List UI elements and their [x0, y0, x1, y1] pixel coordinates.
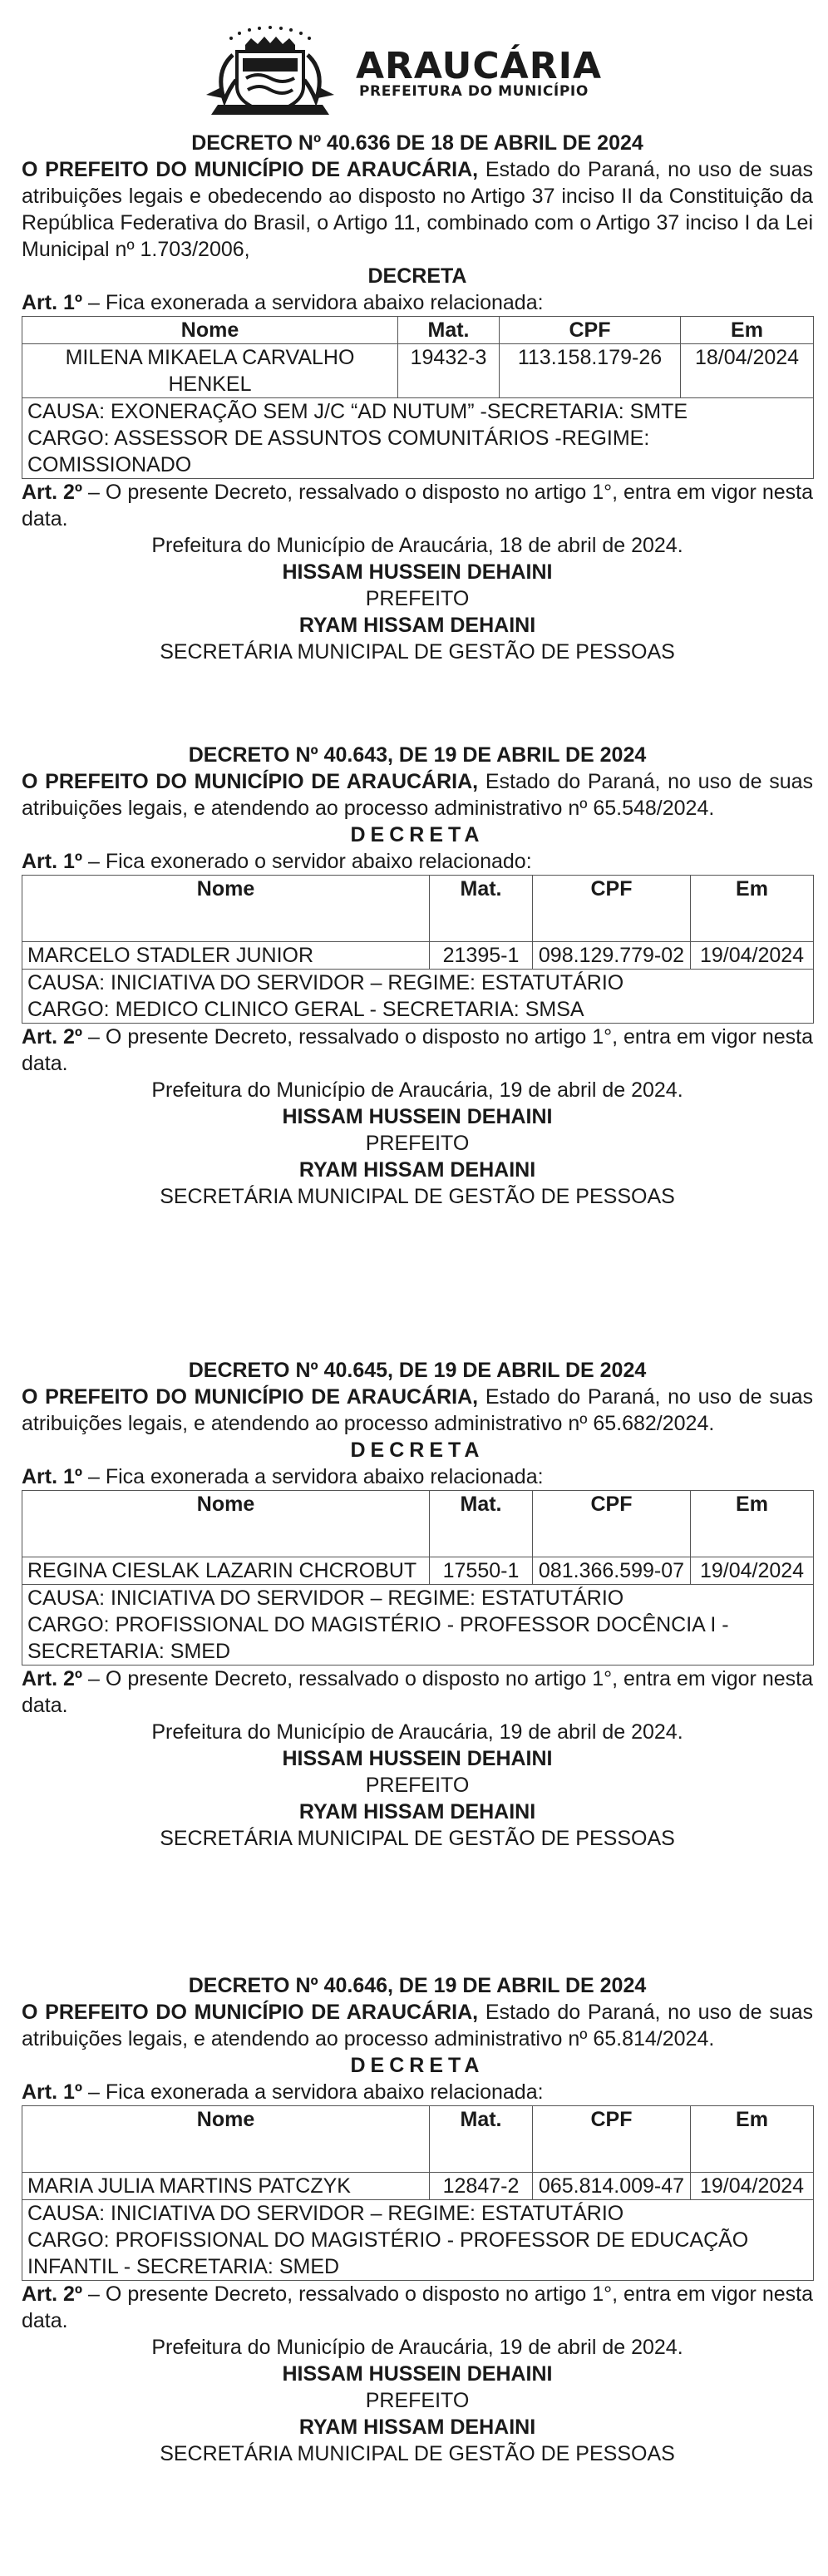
col-header-cpf: CPF	[533, 2106, 691, 2173]
col-header-nome: Nome	[22, 876, 430, 942]
article-1-label: Art. 1º	[22, 1465, 83, 1488]
employee-table	[22, 2105, 814, 2281]
cargo-line: CARGO: PROFISSIONAL DO MAGISTÉRIO - PROFESSOR DOCÊNCIA I - SECRETARIA: SMED	[27, 1613, 729, 1663]
decree-preamble	[22, 1384, 813, 1437]
article-1-label: Art. 1º	[22, 2080, 83, 2104]
signer-name: HISSAM HUSSEIN DEHAINI	[282, 1105, 553, 1128]
article-1	[22, 848, 813, 875]
brand-name: ARAUCÁRIA	[356, 45, 603, 87]
decree-title: DECRETO Nº 40.643, DE 19 DE ABRIL DE 2024	[188, 743, 647, 767]
cell-nome: MILENA MIKAELA CARVALHO HENKEL	[22, 344, 398, 398]
signature-block	[22, 532, 813, 665]
preamble-authority: O PREFEITO DO MUNICÍPIO DE ARAUCÁRIA,	[22, 158, 479, 181]
col-header-em: Em	[691, 2106, 814, 2173]
signer-name: HISSAM HUSSEIN DEHAINI	[282, 1747, 553, 1770]
cosigner-role: SECRETÁRIA MUNICIPAL DE GESTÃO DE PESSOAS	[160, 640, 675, 664]
decree-preamble	[22, 768, 813, 822]
col-header-cpf: CPF	[533, 876, 691, 942]
table-header-row	[22, 876, 814, 942]
signature-block	[22, 1077, 813, 1210]
article-1-text: – Fica exonerada a servidora abaixo relacionada:	[82, 291, 544, 314]
col-header-em: Em	[681, 317, 814, 344]
coat-of-arms-icon	[200, 22, 341, 121]
article-2-text: – O presente Decreto, ressalvado o disposto no artigo 1°, entra em vigor nesta data.	[22, 1025, 813, 1075]
cell-mat: 17550-1	[430, 1557, 533, 1585]
signer-name: HISSAM HUSSEIN DEHAINI	[282, 560, 553, 584]
decree	[22, 130, 813, 665]
employee-table	[22, 875, 814, 1024]
cargo-line: CARGO: ASSESSOR DE ASSUNTOS COMUNITÁRIOS -REGIME: COMISSIONADO	[27, 427, 650, 476]
preamble-text: Estado do Paraná, no uso de suas atribuições legais, e atendendo ao processo administrativo nº 65.548/2024.	[22, 770, 813, 820]
signer-role: PREFEITO	[365, 587, 470, 610]
cell-mat: 12847-2	[430, 2173, 533, 2200]
decree-preamble	[22, 156, 813, 263]
place-date: Prefeitura do Município de Araucária, 19 de abril de 2024.	[151, 1078, 683, 1102]
table-header-row	[22, 2106, 814, 2173]
cell-em: 19/04/2024	[691, 2173, 814, 2200]
cause-line: CAUSA: INICIATIVA DO SERVIDOR – REGIME: ESTATUTÁRIO	[27, 971, 624, 994]
cause-line: CAUSA: INICIATIVA DO SERVIDOR – REGIME: ESTATUTÁRIO	[27, 1587, 624, 1610]
signature-block	[22, 1719, 813, 1852]
article-1	[22, 289, 813, 316]
preamble-authority: O PREFEITO DO MUNICÍPIO DE ARAUCÁRIA,	[22, 1385, 479, 1409]
col-header-mat: Mat.	[430, 1491, 533, 1557]
col-header-em: Em	[691, 876, 814, 942]
decreta-heading: DECRETA	[350, 1439, 485, 1462]
article-2-label: Art. 2º	[22, 2282, 83, 2306]
signer-role: PREFEITO	[365, 2389, 470, 2412]
cause-row	[22, 398, 814, 479]
cause-row	[22, 2200, 814, 2281]
article-2-text: – O presente Decreto, ressalvado o disposto no artigo 1°, entra em vigor nesta data.	[22, 2282, 813, 2332]
signer-role: PREFEITO	[365, 1132, 470, 1155]
article-1-text: – Fica exonerado o servidor abaixo relacionado:	[82, 850, 532, 873]
article-1-label: Art. 1º	[22, 850, 83, 873]
cause-cell	[22, 2200, 814, 2281]
decree	[22, 742, 813, 1210]
col-header-mat: Mat.	[430, 2106, 533, 2173]
table-row	[22, 942, 814, 970]
cell-cpf: 098.129.779-02	[533, 942, 691, 970]
col-header-mat: Mat.	[430, 876, 533, 942]
article-2	[22, 479, 813, 532]
decree	[22, 1972, 813, 2467]
employee-table	[22, 316, 814, 479]
cause-row	[22, 970, 814, 1024]
cell-em: 19/04/2024	[691, 942, 814, 970]
cosigner-name: RYAM HISSAM DEHAINI	[298, 1800, 536, 1823]
col-header-cpf: CPF	[500, 317, 681, 344]
cause-cell	[22, 1585, 814, 1666]
article-2	[22, 1024, 813, 1077]
article-1-text: – Fica exonerada a servidora abaixo relacionada:	[82, 1465, 544, 1488]
table-row	[22, 344, 814, 398]
cell-cpf: 065.814.009-47	[533, 2173, 691, 2200]
article-2-label: Art. 2º	[22, 1025, 83, 1049]
table-header-row	[22, 317, 814, 344]
decreta-heading: DECRETA	[350, 2054, 485, 2077]
decreta-heading: DECRETA	[367, 264, 467, 288]
col-header-em: Em	[691, 1491, 814, 1557]
cause-cell	[22, 970, 814, 1024]
cause-line: CAUSA: EXONERAÇÃO SEM J/C “AD NUTUM” -SECRETARIA: SMTE	[27, 400, 688, 423]
article-1	[22, 2079, 813, 2105]
cell-mat: 21395-1	[430, 942, 533, 970]
article-2-label: Art. 2º	[22, 1667, 83, 1690]
cosigner-role: SECRETÁRIA MUNICIPAL DE GESTÃO DE PESSOAS	[160, 1185, 675, 1208]
cause-cell	[22, 398, 814, 479]
preamble-text: Estado do Paraná, no uso de suas atribuições legais, e atendendo ao processo administrativo nº 65.682/2024.	[22, 1385, 813, 1435]
cause-row	[22, 1585, 814, 1666]
cosigner-name: RYAM HISSAM DEHAINI	[298, 614, 536, 637]
article-1-label: Art. 1º	[22, 291, 83, 314]
article-2-text: – O presente Decreto, ressalvado o disposto no artigo 1°, entra em vigor nesta data.	[22, 1667, 813, 1717]
decree	[22, 1357, 813, 1852]
preamble-text: Estado do Paraná, no uso de suas atribuições legais e obedecendo ao disposto no Artigo 37 inciso II da Constituição da República Federativa do Brasil, o Artigo 11, combinado com o Artigo 37 inciso I da Lei Municipal nº 1.703/2006,	[22, 158, 813, 261]
decree-title: DECRETO Nº 40.636 DE 18 DE ABRIL DE 2024	[191, 131, 643, 155]
cell-em: 19/04/2024	[691, 1557, 814, 1585]
article-2	[22, 2281, 813, 2334]
preamble-authority: O PREFEITO DO MUNICÍPIO DE ARAUCÁRIA,	[22, 770, 479, 793]
cosigner-role: SECRETÁRIA MUNICIPAL DE GESTÃO DE PESSOAS	[160, 2442, 675, 2465]
cargo-line: CARGO: MEDICO CLINICO GERAL - SECRETARIA: SMSA	[27, 998, 584, 1021]
cell-nome: MARIA JULIA MARTINS PATCZYK	[22, 2173, 430, 2200]
col-header-nome: Nome	[22, 1491, 430, 1557]
place-date: Prefeitura do Município de Araucária, 19 de abril de 2024.	[151, 2336, 683, 2359]
decree-title: DECRETO Nº 40.646, DE 19 DE ABRIL DE 2024	[188, 1974, 647, 1997]
brand	[356, 45, 603, 100]
cell-nome: MARCELO STADLER JUNIOR	[22, 942, 430, 970]
article-1	[22, 1463, 813, 1490]
col-header-mat: Mat.	[398, 317, 500, 344]
place-date: Prefeitura do Município de Araucária, 19 de abril de 2024.	[151, 1720, 683, 1744]
table-row	[22, 1557, 814, 1585]
place-date: Prefeitura do Município de Araucária, 18 de abril de 2024.	[151, 534, 683, 557]
article-2-label: Art. 2º	[22, 481, 83, 504]
employee-table	[22, 1490, 814, 1666]
preamble-text: Estado do Paraná, no uso de suas atribuições legais, e atendendo ao processo administrativo nº 65.814/2024.	[22, 2001, 813, 2050]
col-header-nome: Nome	[22, 317, 398, 344]
cause-line: CAUSA: INICIATIVA DO SERVIDOR – REGIME: ESTATUTÁRIO	[27, 2202, 624, 2225]
decreta-heading: DECRETA	[350, 823, 485, 846]
cell-cpf: 113.158.179-26	[500, 344, 681, 398]
cell-cpf: 081.366.599-07	[533, 1557, 691, 1585]
document-header	[0, 0, 828, 125]
col-header-nome: Nome	[22, 2106, 430, 2173]
cell-nome: REGINA CIESLAK LAZARIN CHCROBUT	[22, 1557, 430, 1585]
article-2-text: – O presente Decreto, ressalvado o disposto no artigo 1°, entra em vigor nesta data.	[22, 481, 813, 530]
cosigner-role: SECRETÁRIA MUNICIPAL DE GESTÃO DE PESSOAS	[160, 1827, 675, 1850]
preamble-authority: O PREFEITO DO MUNICÍPIO DE ARAUCÁRIA,	[22, 2001, 479, 2024]
brand-subtitle: PREFEITURA DO MUNICÍPIO	[359, 83, 589, 100]
cargo-line: CARGO: PROFISSIONAL DO MAGISTÉRIO - PROFESSOR DE EDUCAÇÃO INFANTIL - SECRETARIA: SMED	[27, 2228, 749, 2278]
cell-em: 18/04/2024	[681, 344, 814, 398]
article-2	[22, 1666, 813, 1719]
signer-name: HISSAM HUSSEIN DEHAINI	[282, 2362, 553, 2386]
signer-role: PREFEITO	[365, 1774, 470, 1797]
decree-title: DECRETO Nº 40.645, DE 19 DE ABRIL DE 2024	[188, 1359, 647, 1382]
table-row	[22, 2173, 814, 2200]
cell-mat: 19432-3	[398, 344, 500, 398]
cosigner-name: RYAM HISSAM DEHAINI	[298, 2416, 536, 2439]
cosigner-name: RYAM HISSAM DEHAINI	[298, 1158, 536, 1182]
signature-block	[22, 2334, 813, 2467]
col-header-cpf: CPF	[533, 1491, 691, 1557]
table-header-row	[22, 1491, 814, 1557]
article-1-text: – Fica exonerada a servidora abaixo relacionada:	[82, 2080, 544, 2104]
decree-preamble	[22, 1999, 813, 2052]
